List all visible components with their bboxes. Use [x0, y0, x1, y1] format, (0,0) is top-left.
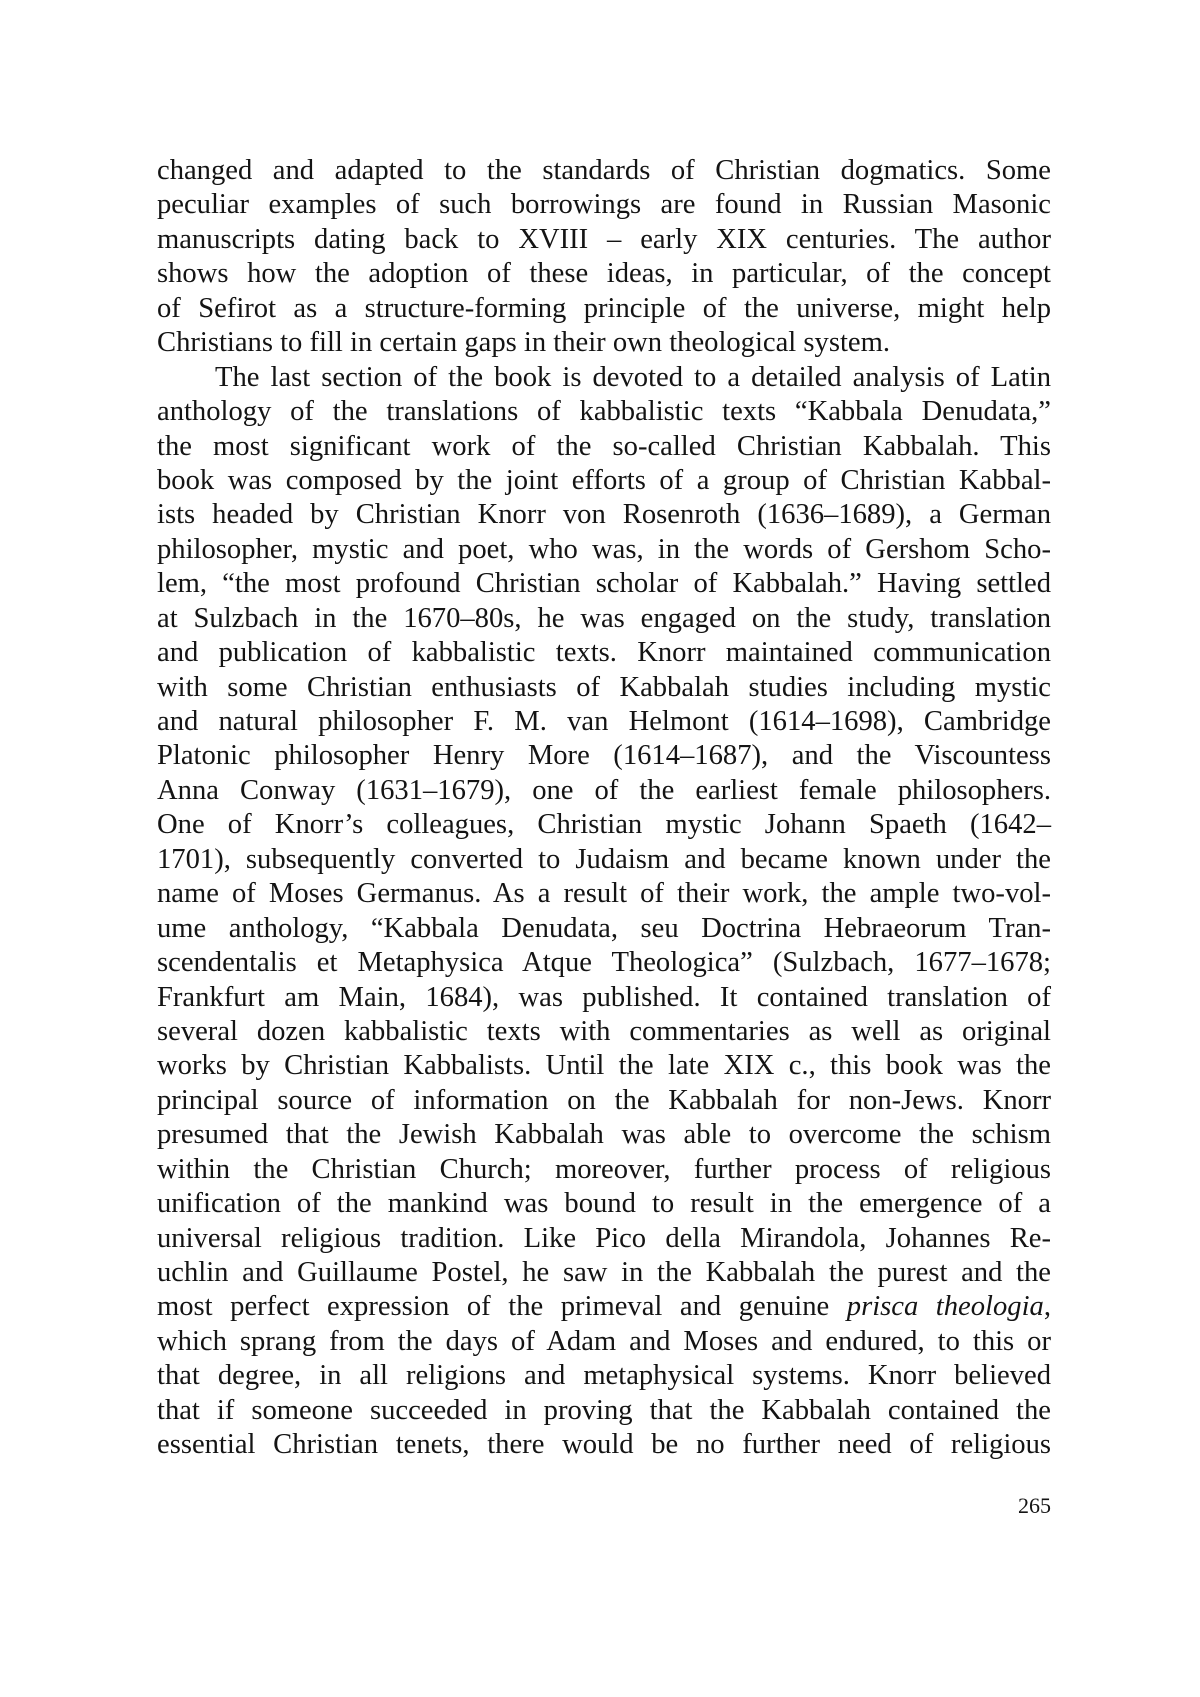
page-body: [157, 154, 1051, 1463]
text-line: within the Christian Church; moreover, further process of religious: [157, 1153, 1051, 1185]
text-line: that if someone succeeded in proving that the Kabbalah contained the: [157, 1394, 1051, 1426]
text-line: shows how the adoption of these ideas, in particular, of the concept: [157, 258, 1051, 290]
text-line: Anna Conway (1631–1679), one of the earliest female philosophers.: [157, 774, 1051, 806]
text-line: Platonic philosopher Henry More (1614–1687), and the Viscountess: [157, 740, 1051, 772]
text-line: peculiar examples of such borrowings are found in Russian Masonic: [157, 189, 1051, 221]
text-line: Christians to fill in certain gaps in their own theological system.: [157, 327, 890, 359]
text-line: scendentalis et Metaphysica Atque Theologica” (Sulzbach, 1677–1678;: [157, 947, 1051, 979]
text-line: name of Moses Germanus. As a result of their work, the ample two-vol-: [157, 878, 1051, 910]
text-line: philosopher, mystic and poet, who was, in the words of Gershom Scho-: [157, 533, 1051, 565]
text-line: universal religious tradition. Like Pico della Mirandola, Johannes Re-: [157, 1222, 1051, 1254]
text-line: and natural philosopher F. M. van Helmont (1614–1698), Cambridge: [157, 706, 1051, 737]
text-line: ists headed by Christian Knorr von Rosenroth (1636–1689), a German: [157, 499, 1051, 531]
text-line: ume anthology, “Kabbala Denudata, seu Doctrina Hebraeorum Tran-: [157, 912, 1051, 944]
text-line: that degree, in all religions and metaphysical systems. Knorr believed: [157, 1360, 1051, 1392]
text-line: unification of the mankind was bound to result in the emergence of a: [157, 1188, 1051, 1220]
text-line: essential Christian tenets, there would be no further need of religious: [157, 1429, 1051, 1461]
text-segment: ,: [1043, 1291, 1051, 1323]
text-line: works by Christian Kabbalists. Until the late XIX c., this book was the: [157, 1050, 1051, 1082]
text-line: changed and adapted to the standards of Christian dogmatics. Some: [157, 155, 1051, 186]
text-line: of Sefirot as a structure-forming principle of the universe, might help: [157, 292, 1051, 324]
text-line: anthology of the translations of kabbalistic texts “Kabbala Denudata,”: [157, 396, 1051, 428]
text-line: One of Knorr’s colleagues, Christian mystic Johann Spaeth (1642–: [157, 809, 1051, 841]
text-line: [157, 1290, 1051, 1324]
text-line: book was composed by the joint efforts of a group of Christian Kabbal-: [157, 464, 1051, 496]
paragraph-continuation: [157, 154, 1051, 361]
text-line: principal source of information on the Kabbalah for non-Jews. Knorr: [157, 1084, 1051, 1116]
text-line: uchlin and Guillaume Postel, he saw in the Kabbalah the purest and the: [157, 1257, 1051, 1288]
text-segment: most perfect expression of the primeval and genuine: [157, 1291, 847, 1323]
text-line: presumed that the Jewish Kabbalah was able to overcome the schism: [157, 1119, 1051, 1151]
page-number: 265: [1018, 1493, 1051, 1518]
text-line: and publication of kabbalistic texts. Knorr maintained communication: [157, 637, 1051, 669]
text-line: several dozen kabbalistic texts with commentaries as well as original: [157, 1015, 1051, 1047]
text-line: which sprang from the days of Adam and Moses and endured, to this or: [157, 1325, 1051, 1357]
text-line: 1701), subsequently converted to Judaism and became known under the: [157, 843, 1051, 875]
text-line: the most significant work of the so-called Christian Kabbalah. This: [157, 430, 1051, 462]
text-line: with some Christian enthusiasts of Kabbalah studies including mystic: [157, 671, 1051, 703]
text-line: manuscripts dating back to XVIII – early XIX centuries. The author: [157, 223, 1051, 255]
text-line: lem, “the most profound Christian scholar of Kabbalah.” Having settled: [157, 568, 1051, 600]
text-line: Frankfurt am Main, 1684), was published. It contained translation of: [157, 981, 1051, 1013]
paragraph-last-section: [157, 361, 1051, 1463]
text-line: The last section of the book is devoted to a detailed analysis of Latin: [215, 361, 1051, 393]
text-line: at Sulzbach in the 1670–80s, he was engaged on the study, translation: [157, 602, 1051, 634]
italic-term: prisca theologia: [846, 1291, 1044, 1323]
